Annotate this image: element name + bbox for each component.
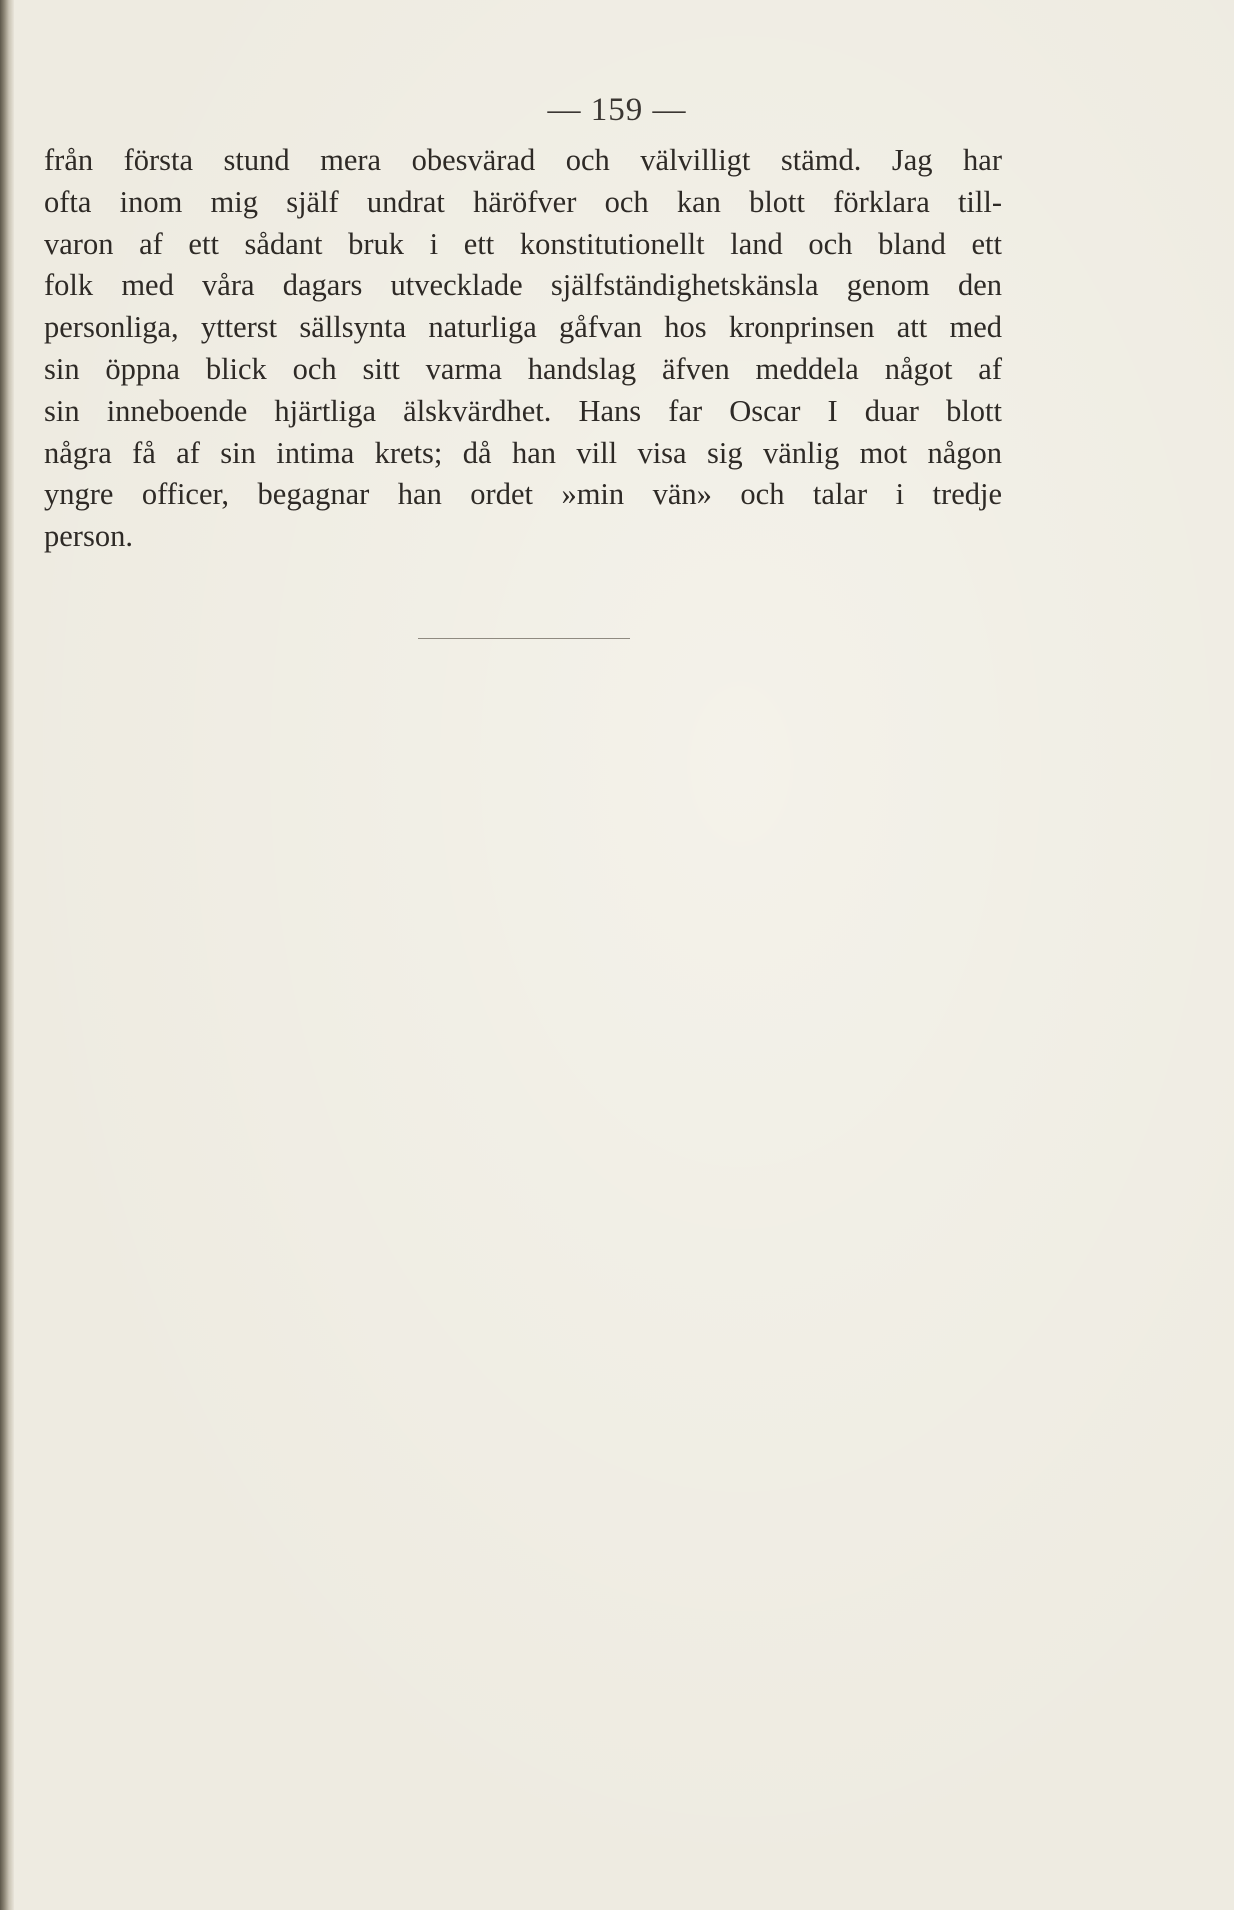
text-line: folk med våra dagars utvecklade själfständighetskänsla genom den — [44, 268, 1002, 303]
section-divider — [418, 638, 630, 639]
text-line: några få af sin intima krets; då han vill visa sig vänlig mot någon — [44, 435, 1002, 470]
text-line: yngre officer, begagnar han ordet »min vän» och talar i tredje — [44, 477, 1002, 512]
text-line: person. — [44, 519, 133, 554]
body-paragraph — [44, 140, 1002, 558]
text-line: sin öppna blick och sitt varma handslag äfven meddela något af — [44, 351, 1002, 386]
text-line: ofta inom mig själf undrat häröfver och kan blott förklara till- — [44, 184, 1002, 219]
page-number: — 159 — — [547, 92, 687, 128]
text-line: sin inneboende hjärtliga älskvärdhet. Hans far Oscar I duar blott — [44, 393, 1002, 428]
text-line: från första stund mera obesvärad och välvilligt stämd. Jag har — [44, 143, 1002, 177]
text-line: varon af ett sådant bruk i ett konstitutionellt land och bland ett — [44, 226, 1002, 261]
text-line: personliga, ytterst sällsynta naturliga gåfvan hos kronprinsen att med — [44, 310, 1002, 345]
binding-edge — [0, 0, 14, 1910]
